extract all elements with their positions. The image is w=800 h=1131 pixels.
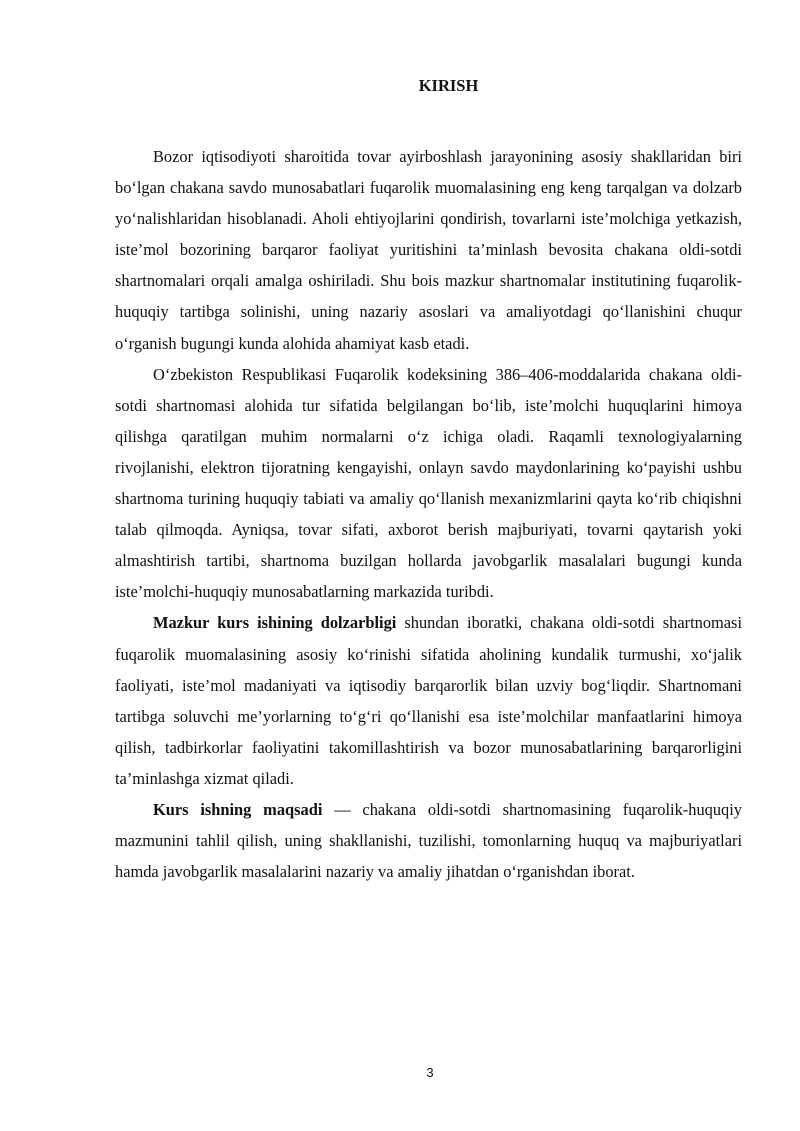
paragraph-goal <box>115 794 742 887</box>
paragraph-relevance-lead: Mazkur kurs ishining dolzarbligi <box>153 613 397 633</box>
paragraph-civil-code-text: O‘zbekiston Respublikasi Fuqarolik kodeksining 386–406-moddalarida chakana oldi-sotdi shartnomasi alohida tur sifatida belgilangan bo‘lib, iste’molchi huquqlarini himoya qilishga qaratilgan muhim normalarni o‘z ichiga oladi. Raqamli texnologiyalarning rivojlanishi, elektron tijoratning kengayishi, onlayn savdo maydonlarining ko‘payishi ushbu shartnoma turining huquqiy tabiati va amaliy qo‘llanish mexanizmlarini qayta ko‘rib chiqishni talab qilmoqda. Ayniqsa, tovar sifati, axborot berish majburiyati, tovarni qaytarish yoki almashtirish tartibi, shartnoma buzilgan hollarda javobgarlik masalalari bugungi kunda iste’molchi-huquqiy munosabatlarning markazida turibdi. <box>115 364 742 602</box>
paragraph-goal-text: — chakana oldi-sotdi shartnomasining fuqarolik-huquqiy mazmunini tahlil qilish, uning shakllanishi, tuzilishi, tomonlarning huquq va majburiyatlari hamda javobgarlik masalalarini nazariy va amaliy jihatdan o‘rganishdan iborat. <box>115 799 742 882</box>
paragraph-intro-text: Bozor iqtisodiyoti sharoitida tovar ayirboshlash jarayonining asosiy shakllaridan biri bo‘lgan chakana savdo munosabatlari fuqarolik muomalasining eng keng tarqalgan va dolzarb yo‘nalishlaridan hisoblanadi. Aholi ehtiyojlarini qondirish, tovarlarni iste’molchiga yetkazish, iste’mol bozorining barqaror faoliyat yuritishini ta’minlash bevosita chakana oldi-sotdi shartnomalari orqali amalga oshiriladi. Shu bois mazkur shartnomalar institutining fuqarolik-huquqiy tartibga solinishi, uning nazariy asoslari va amaliyotdagi qo‘llanishini chuqur o‘rganish bugungi kunda alohida ahamiyat kasb etadi. <box>115 147 742 353</box>
paragraph-relevance-text: shundan iboratki, chakana oldi-sotdi shartnomasi fuqarolik muomalasining asosiy ko‘rinishi sifatida aholining kundalik turmushi, xo‘jalik faoliyati, iste’mol madaniyati va iqtisodiy barqarorlik bilan uzviy bog‘liqdir. Shartnomani tartibga soluvchi me’yorlarning to‘g‘ri qo‘llanishi esa iste’molchilar manfaatlarini himoya qilish, tadbirkorlar faoliyatini takomillashtirish va bozor munosabatlarining barqarorligini ta’minlashga xizmat qiladi. <box>115 613 742 788</box>
paragraph-goal-lead: Kurs ishning maqsadi <box>153 799 323 819</box>
page-heading: KIRISH <box>418 76 479 95</box>
paragraph-relevance <box>115 607 742 794</box>
paragraph-intro <box>115 141 742 359</box>
page-number: 3 <box>426 1065 434 1080</box>
paragraph-civil-code <box>115 359 742 608</box>
document-body <box>115 141 742 887</box>
